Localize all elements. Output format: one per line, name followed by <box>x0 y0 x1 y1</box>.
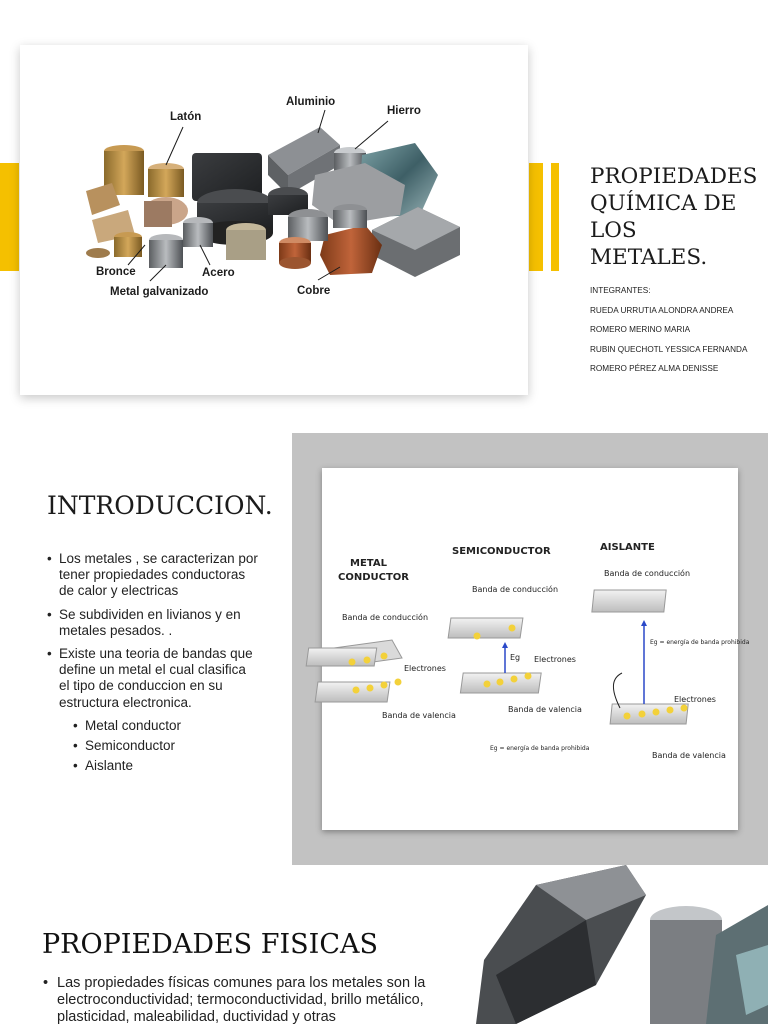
diagram-label-electrones-2: Electrones <box>534 655 576 664</box>
metal-bands <box>306 640 402 702</box>
diagram-label-eg: Eg <box>510 653 521 662</box>
band-diagram-panel <box>292 433 768 865</box>
diagram-label-banda-conduccion-1: Banda de conducción <box>342 613 429 622</box>
metals-photo <box>20 45 528 395</box>
diagram-aislante-title: AISLANTE <box>600 542 655 553</box>
label-laton: Latón <box>170 111 202 123</box>
diagram-label-banda-valencia-1: Banda de valencia <box>382 711 456 720</box>
slide-title-heading: PROPIEDADES QUÍMICA DE LOS METALES. <box>590 164 758 270</box>
diagram-label-banda-conduccion-2: Banda de conducción <box>472 585 559 594</box>
band-theory-diagram <box>322 468 750 830</box>
intro-title: INTRODUCCION. <box>47 491 273 520</box>
members-heading: INTEGRANTES: <box>590 286 651 295</box>
diagram-label-eg-note-3: Eg = energía de banda prohibida <box>650 639 750 646</box>
metal-samples-illustration <box>20 45 528 395</box>
bullet-item: • Las propiedades físicas comunes para los metales son la electroconductividad; termoconductividad, brillo metálico, plasticidad, maleabilidad, ductividad y otras <box>43 975 453 1026</box>
members-list <box>590 286 760 384</box>
diagram-label-banda-conduccion-3: Banda de conducción <box>604 569 691 578</box>
slide-propiedades-fisicas <box>0 865 768 1024</box>
semi-bands <box>448 618 541 693</box>
label-galvanizado: Metal galvanizado <box>110 286 209 298</box>
diagram-label-electrones-3: Electrones <box>674 695 716 704</box>
phys-title: PROPIEDADES FISICAS <box>42 929 378 960</box>
label-hierro: Hierro <box>387 105 421 117</box>
label-aluminio: Aluminio <box>286 96 336 108</box>
label-bronce: Bronce <box>96 266 136 278</box>
diagram-label-banda-valencia-2: Banda de valencia <box>508 705 582 714</box>
intro-bullets <box>47 551 259 778</box>
diagram-label-electrones-1: Electrones <box>404 664 446 673</box>
member-item: ROMERO MERINO MARIA <box>590 325 691 334</box>
member-item: RUBIN QUECHOTL YESSICA FERNANDA <box>590 344 748 354</box>
label-acero: Acero <box>202 267 235 279</box>
diagram-label-eg-note-2: Eg = energía de banda prohibida <box>490 745 590 752</box>
bullet-item: • Los metales , se caracterizan por tener propiedades conductoras de calor y electricas <box>47 551 259 600</box>
accent-bar-mid-1 <box>529 163 543 271</box>
label-cobre: Cobre <box>297 285 331 297</box>
sub-bullet-item: • Aislante <box>73 758 259 774</box>
band-diagram-card <box>322 468 750 830</box>
phys-text <box>43 975 453 1026</box>
diagram-label-banda-valencia-3: Banda de valencia <box>652 751 726 760</box>
member-item: RUEDA URRUTIA ALONDRA ANDREA <box>590 305 734 315</box>
sub-bullet-item: • Semiconductor <box>73 738 259 754</box>
member-item: ROMERO PÉREZ ALMA DENISSE <box>590 364 719 373</box>
diagram-semi-title: SEMICONDUCTOR <box>452 546 551 557</box>
slide-title <box>0 0 768 425</box>
accent-bar-left <box>0 163 19 271</box>
sub-bullet-item: • Metal conductor <box>73 718 259 734</box>
bullet-item: • Se subdividen en livianos y en metales pesados. . <box>47 607 259 639</box>
metals-photo-closeup <box>476 865 768 1024</box>
diagram-metal-title-2: CONDUCTOR <box>338 572 409 583</box>
slide-introduccion <box>0 425 768 865</box>
bullet-item: • Existe una teoria de bandas que define un metal el cual clasifica el tipo de conduccion en su estructura electronica. <box>47 646 259 711</box>
diagram-metal-title-1: METAL <box>350 558 387 569</box>
accent-bar-mid-2 <box>551 163 559 271</box>
